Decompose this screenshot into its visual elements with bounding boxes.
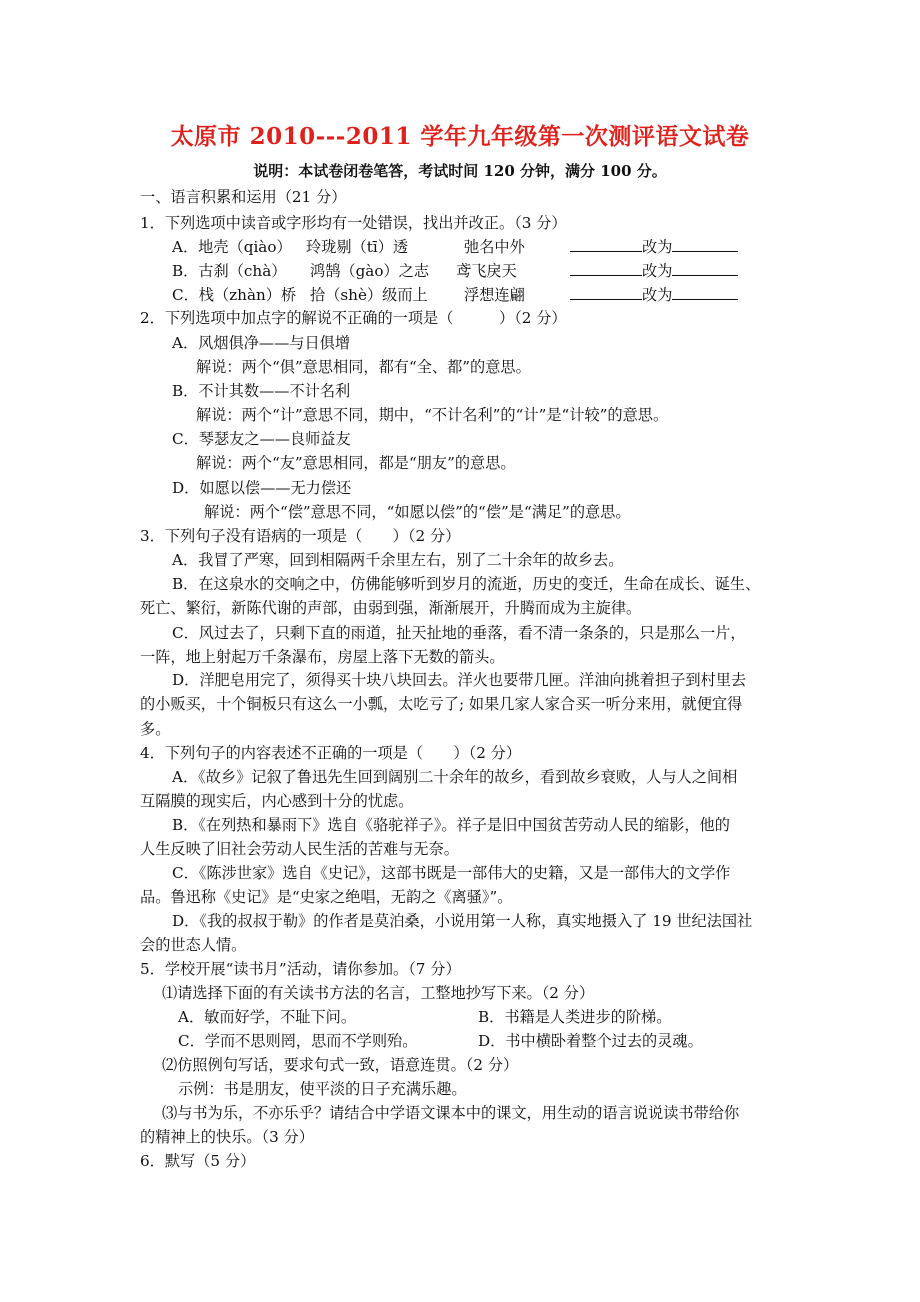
answer-blank[interactable] <box>672 237 738 252</box>
answer-blank[interactable] <box>672 285 738 300</box>
q1-a-word3: 弛名中外 <box>464 238 525 256</box>
q1-c-word1: C．栈（zhàn）桥 <box>172 286 297 304</box>
q2-explanation-c: 解说：两个“友”意思相同，都是“朋友”的意思。 <box>196 454 516 472</box>
question-1-stem: 1．下列选项中读音或字形均有一处错误，找出并改正。（3 分） <box>140 214 567 232</box>
q5-option-b: B．书籍是人类进步的阶梯。 <box>478 1008 672 1026</box>
q5-subquestion-3-line2: 的精神上的快乐。（3 分） <box>140 1128 314 1146</box>
q5-subquestion-1: ⑴请选择下面的有关读书方法的名言，工整地抄写下来。（2 分） <box>162 984 595 1002</box>
q1-c-word3: 浮想连翩 <box>464 286 525 304</box>
answer-blank[interactable] <box>570 285 642 300</box>
q3-option-a: A．我冒了严寒，回到相隔两千余里左右，别了二十余年的故乡去。 <box>172 551 624 569</box>
q2-option-c: C．琴瑟友之——良师益友 <box>172 430 351 448</box>
question-3-stem: 3．下列句子没有语病的一项是（ ）（2 分） <box>140 527 461 545</box>
q5-subquestion-2: ⑵仿照例句写话，要求句式一致，语意连贯。（2 分） <box>162 1056 519 1074</box>
q2-option-b: B．不计其数——不计名利 <box>172 382 351 400</box>
question-2-stem: 2．下列选项中加点字的解说不正确的一项是（ ）（2 分） <box>140 309 567 327</box>
q3-option-d-line1: D．洋肥皂用完了，须得买十块八块回去。洋火也要带几匣。洋油向挑着担子到村里去 <box>172 671 747 689</box>
q4-option-b-line2: 人生反映了旧社会劳动人民生活的苦难与无奈。 <box>140 840 459 858</box>
q5-option-a: A．敏而好学，不耻下问。 <box>178 1008 357 1026</box>
q3-option-b-line1: B．在这泉水的交响之中，仿佛能够听到岁月的流逝，历史的变迁，生命在成长、诞生、 <box>172 575 761 593</box>
q2-option-d: D．如愿以偿——无力偿还 <box>172 479 352 497</box>
q1-c-answer <box>570 284 738 306</box>
q4-option-c-line1: C．《陈涉世家》选自《史记》，这部书既是一部伟大的史籍，又是一部伟大的文学作 <box>172 864 731 882</box>
q3-option-c-line1: C．风过去了，只剩下直的雨道，扯天扯地的垂落，看不清一条条的，只是那么一片， <box>172 624 746 642</box>
q3-option-d-line3: 多。 <box>140 720 171 738</box>
answer-blank[interactable] <box>570 237 642 252</box>
q1-b-gaiwei: 改为 <box>642 262 673 280</box>
section-heading: 一、语言积累和运用（21 分） <box>140 188 347 206</box>
q5-option-d: D．书中横卧着整个过去的灵魂。 <box>478 1032 703 1050</box>
q2-explanation-b: 解说：两个“计”意思不同，期中，“不计名利”的“计”是“计较”的意思。 <box>196 406 669 424</box>
exam-instructions: 说明：本试卷闭卷笔答，考试时间 120 分钟，满分 100 分。 <box>253 162 667 180</box>
exam-title: 太原市 2010---2011 学年九年级第一次测评语文试卷 <box>170 123 750 150</box>
q3-option-c-line2: 一阵，地上射起万千条瀑布，房屋上落下无数的箭头。 <box>140 648 505 666</box>
q1-a-answer <box>570 236 738 258</box>
q1-c-word2: 拾（shè）级而上 <box>310 286 428 304</box>
q2-explanation-a: 解说：两个“俱”意思相同，都有“全、都”的意思。 <box>196 358 531 376</box>
question-5-stem: 5．学校开展“读书月”活动，请你参加。（7 分） <box>140 960 461 978</box>
q4-option-c-line2: 品。鲁迅称《史记》是“史家之绝唱，无韵之《离骚》”。 <box>140 888 513 906</box>
q4-option-a-line2: 互隔膜的现实后，内心感到十分的忧虑。 <box>140 792 414 810</box>
q1-a-word1: A．地壳（qiào） <box>172 238 292 256</box>
q2-option-a: A．风烟俱净——与日俱增 <box>172 334 351 352</box>
q4-option-a-line1: A．《故乡》记叙了鲁迅先生回到阔别二十余年的故乡，看到故乡衰败，人与人之间相 <box>172 768 738 786</box>
answer-blank[interactable] <box>570 261 642 276</box>
question-4-stem: 4．下列句子的内容表述不正确的一项是（ ）（2 分） <box>140 744 522 762</box>
q1-c-gaiwei: 改为 <box>642 286 673 304</box>
q3-option-b-line2: 死亡、繁衍，新陈代谢的声部，由弱到强，渐渐展开，升腾而成为主旋律。 <box>140 599 642 617</box>
q3-option-d-line2: 的小贩买，十个铜板只有这么一小瓢，太吃亏了; 如果几家人家合买一听分来用，就便宜得 <box>140 695 743 713</box>
q5-option-c: C．学而不思则罔，思而不学则殆。 <box>178 1032 418 1050</box>
q1-b-answer <box>570 260 738 282</box>
q5-subquestion-3-line1: ⑶与书为乐，不亦乐乎？请结合中学语文课本中的课文，用生动的语言说说读书带给你 <box>162 1104 740 1122</box>
question-6-stem: 6．默写（5 分） <box>140 1152 256 1170</box>
q1-a-gaiwei: 改为 <box>642 238 673 256</box>
answer-blank[interactable] <box>672 261 738 276</box>
q1-b-word2: 鸿鹄（gào）之志 <box>310 262 430 280</box>
q4-option-b-line1: B．《在列热和暴雨下》选自《骆驼祥子》。祥子是旧中国贫苦劳动人民的缩影，他的 <box>172 816 730 834</box>
q5-example: 示例：书是朋友，使平淡的日子充满乐趣。 <box>178 1080 467 1098</box>
q1-b-word1: B．古刹（chà） <box>172 262 287 280</box>
q4-option-d-line2: 会的世态人情。 <box>140 936 247 954</box>
q4-option-d-line1: D．《我的叔叔于勒》的作者是莫泊桑，小说用第一人称，真实地摄入了 19 世纪法国社 <box>172 912 753 930</box>
q2-explanation-d: 解说：两个“偿”意思不同，“如愿以偿”的“偿”是“满足”的意思。 <box>204 503 631 521</box>
q1-b-word3: 鸢飞戾天 <box>456 262 517 280</box>
q1-a-word2: 玲珑剔（tī）透 <box>306 238 409 256</box>
